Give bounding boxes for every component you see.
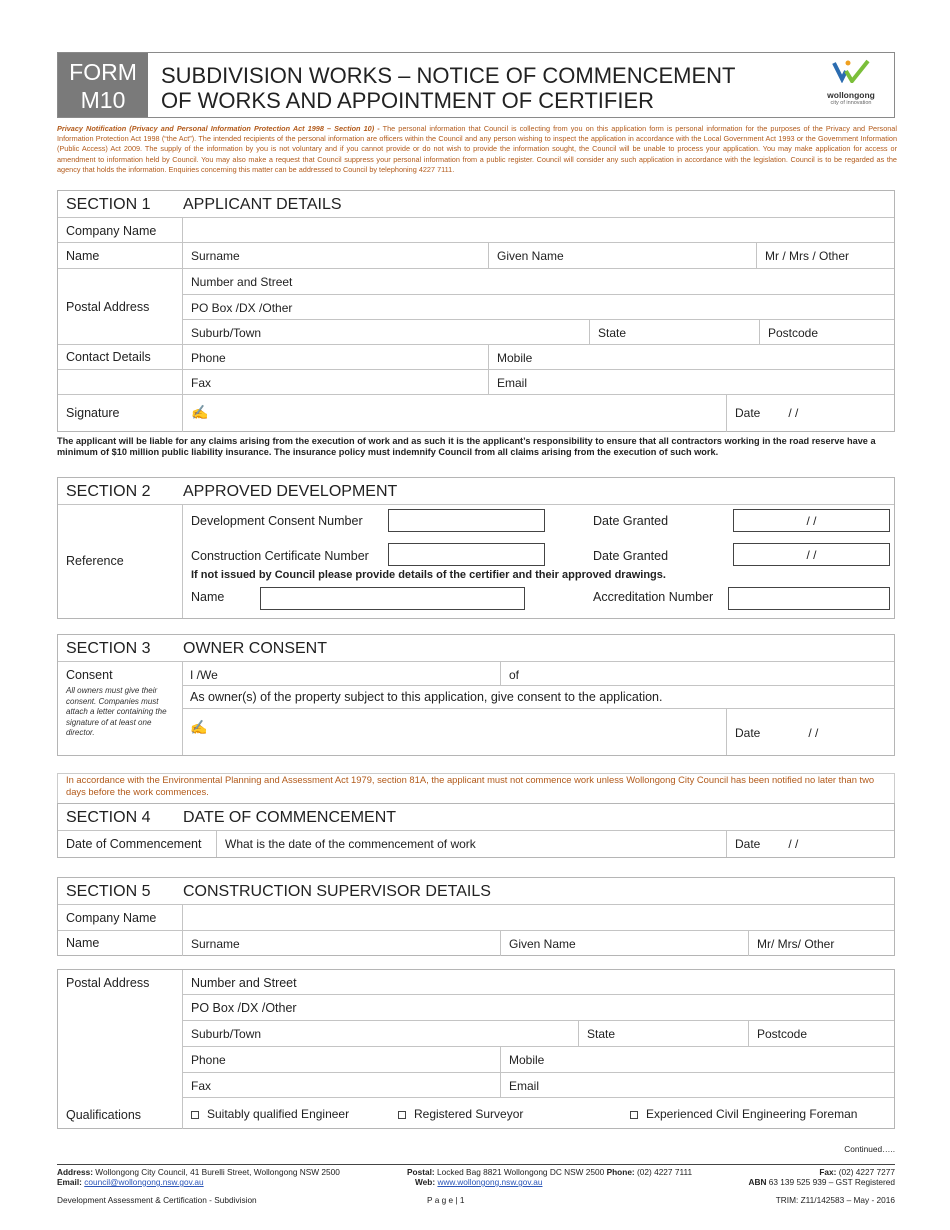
pen-icon: ✍	[191, 404, 209, 420]
footer-abn	[748, 1177, 895, 1187]
owner-name-row	[182, 662, 894, 686]
section-4-header	[58, 804, 894, 831]
web-link[interactable]: www.wollongong.nsw.gov.au	[437, 1177, 543, 1187]
qual-surveyor-option[interactable]	[390, 1098, 622, 1129]
phone-value: (02) 4227 7111	[637, 1167, 693, 1177]
logo-mark-icon	[828, 59, 874, 83]
fax-label: Fax:	[819, 1167, 837, 1177]
fax-value: (02) 4227 7277	[838, 1167, 895, 1177]
date-separator: / /	[788, 406, 799, 420]
name-row	[58, 243, 894, 269]
supervisor-surname-field[interactable]	[182, 931, 500, 956]
pobox-field[interactable]	[182, 295, 894, 320]
fax-field[interactable]	[182, 370, 488, 394]
supervisor-postcode-field[interactable]	[748, 1021, 894, 1046]
company-name-field[interactable]	[182, 218, 894, 242]
supervisor-fax-row	[182, 1073, 894, 1098]
mobile-field[interactable]	[488, 345, 894, 369]
state-field[interactable]	[589, 320, 759, 345]
trim-reference: TRIM: Z11/142583 – May - 2016	[775, 1195, 895, 1205]
reference-divider	[182, 505, 183, 618]
commencement-question-text: What is the date of the commencement of work	[225, 837, 476, 851]
cc-date-granted-input[interactable]	[733, 543, 890, 566]
suburb-label: Suburb/Town	[191, 1027, 262, 1041]
postcode-field[interactable]	[759, 320, 894, 345]
owner-address-field[interactable]	[500, 662, 894, 685]
footer-fax	[819, 1167, 895, 1177]
form-number-box	[58, 53, 148, 117]
engineer-checkbox[interactable]	[191, 1111, 199, 1119]
date-separator: / /	[808, 726, 819, 740]
email-link[interactable]: council@wollongong.nsw.gov.au	[84, 1177, 204, 1187]
web-label: Web:	[415, 1177, 436, 1187]
section-5-address	[57, 969, 895, 1129]
section-title: DATE OF COMMENCEMENT	[183, 809, 397, 826]
given-name-label: Given Name	[509, 937, 576, 951]
owner-name-field[interactable]	[182, 662, 500, 685]
footer-postal	[407, 1167, 692, 1177]
supervisor-phone-row	[182, 1047, 894, 1073]
section-4-commencement	[57, 803, 895, 858]
section-number: SECTION 5	[66, 883, 151, 900]
email-label: Email	[497, 376, 528, 390]
supervisor-fax-field[interactable]	[182, 1073, 500, 1097]
section-2-header	[58, 478, 894, 505]
form-header	[57, 52, 895, 118]
supervisor-company-field[interactable]	[182, 905, 894, 930]
title-line-2: OF WORKS AND APPOINTMENT OF CERTIFIER	[161, 88, 655, 113]
consent-label: Consent	[66, 668, 113, 682]
name-label: Name	[66, 936, 100, 950]
street-label: Number and Street	[191, 976, 297, 990]
supervisor-state-field[interactable]	[578, 1021, 748, 1046]
accreditation-input[interactable]	[728, 587, 890, 610]
title-label: Mr/ Mrs/ Other	[757, 937, 835, 951]
footer-email	[57, 1177, 204, 1187]
abn-value: 63 139 525 939 – GST Registered	[768, 1177, 895, 1187]
page-number: P a g e | 1	[427, 1195, 465, 1205]
pobox-label: PO Box /DX /Other	[191, 301, 293, 315]
certifier-note: If not issued by Council please provide details of the certifier and their approved drawings.	[191, 569, 666, 581]
privacy-lead: Privacy Notification (Privacy and Personal Information Protection Act 1998 – Section 10) -	[57, 124, 380, 133]
cc-date-granted-label: Date Granted	[593, 549, 669, 563]
postal-address-row	[58, 269, 894, 345]
foreman-label: Experienced Civil Engineering Foreman	[646, 1107, 858, 1121]
dcn-label: Development Consent Number	[191, 514, 363, 528]
form-title	[161, 63, 735, 113]
ccn-label: Construction Certificate Number	[191, 549, 369, 563]
title-line-1: SUBDIVISION WORKS – NOTICE OF COMMENCEMENT	[161, 63, 736, 88]
date-separator: / /	[806, 514, 817, 528]
phone-label: Phone	[191, 1053, 226, 1067]
suburb-field[interactable]	[182, 320, 589, 345]
address-value: Wollongong City Council, 41 Burelli Street, Wollongong NSW 2500	[95, 1167, 340, 1177]
postal-address-label: Postal Address	[66, 976, 150, 990]
accreditation-label: Accreditation Number	[593, 590, 714, 604]
name-label: Name	[66, 249, 100, 263]
logo-tagline: city of innovation	[830, 100, 872, 106]
postal-value: Locked Bag 8821 Wollongong DC NSW 2500	[436, 1167, 605, 1177]
surveyor-checkbox[interactable]	[398, 1111, 406, 1119]
surveyor-label: Registered Surveyor	[414, 1107, 524, 1121]
dcn-input[interactable]	[388, 509, 545, 532]
section-number: SECTION 3	[66, 640, 151, 657]
date-separator: / /	[806, 548, 817, 562]
state-label: State	[587, 1027, 616, 1041]
section-5-header	[58, 878, 894, 905]
supervisor-email-field[interactable]	[500, 1073, 894, 1097]
surname-field[interactable]	[182, 243, 488, 268]
continued-note: Continued…..	[844, 1144, 895, 1154]
ccn-input[interactable]	[388, 543, 545, 566]
commencement-date-field[interactable]	[726, 831, 894, 857]
section-number: SECTION 4	[66, 809, 151, 826]
section-3-header	[58, 635, 894, 662]
suburb-label: Suburb/Town	[191, 326, 262, 340]
contact-row	[58, 345, 894, 370]
section-2-development	[57, 477, 895, 619]
fax-email-row	[58, 370, 894, 395]
phone-label: Phone:	[606, 1167, 635, 1177]
consent-statement-row	[182, 686, 894, 709]
liability-note: The applicant will be liable for any claims arising from the execution of work and as such it is the applicant’s responsibility to ensure that all contractors working in the road reserve have a minimum of $10 million public liability insurance. The insurance policy must indemnify Council from all claims arising from the execution of such work.	[57, 436, 876, 458]
owner-signature-field[interactable]	[182, 709, 726, 755]
fax-label: Fax	[191, 376, 212, 390]
company-name-label: Company Name	[66, 224, 157, 238]
supervisor-street-field[interactable]	[182, 970, 894, 995]
form-code: M10	[80, 87, 126, 113]
given-name-label: Given Name	[497, 249, 564, 263]
commencement-question	[216, 831, 726, 857]
owner-date-field[interactable]	[726, 709, 894, 755]
of-label: of	[509, 668, 520, 682]
supervisor-company-row	[58, 905, 894, 931]
postcode-label: Postcode	[757, 1027, 808, 1041]
qualifications-label: Qualifications	[66, 1108, 142, 1122]
section-title: APPROVED DEVELOPMENT	[183, 483, 398, 500]
section-title: APPLICANT DETAILS	[183, 196, 342, 213]
street-field[interactable]	[182, 269, 894, 295]
footer-address	[57, 1167, 340, 1177]
logo-name: wollongong	[827, 90, 875, 100]
consent-note: All owners must give their consent. Companies must attach a letter containing the signature of at least one director.	[66, 686, 167, 737]
certifier-name-label: Name	[191, 590, 225, 604]
qual-engineer-option[interactable]	[182, 1098, 390, 1129]
supervisor-suburb-field[interactable]	[182, 1021, 578, 1046]
privacy-body: The personal information that Council is collecting from you on this application form is personal information for the purposes of the Privacy and Personal Information Protection Act 1998 (“the Act”). The intended recipients of the personal information are officers within the Council and any person wishing to inspect the application in accordance with the Local Government Act 1993 or the Government Information (Public Access) Act 2009. The supply of the information by you is not voluntary and if you cannot provide or do not wish to provide the information sought, the Council will be unable to process your application. You may make application for access or amendment to information held by Council. You may also make a request that Council suppress your personal information from a public register. Council will consider any such application in accordance with the legislation. Council is to be regarded as the agency that holds the information. Enquiries concerning this matter can be addressed to Council by telephoning 4227 7111.	[57, 124, 897, 174]
foreman-checkbox[interactable]	[630, 1111, 638, 1119]
date-label: Date	[735, 406, 761, 420]
qual-foreman-option[interactable]	[622, 1098, 894, 1129]
commencement-label: Date of Commencement	[66, 837, 202, 851]
given-name-field[interactable]	[488, 243, 756, 268]
date-granted-label: Date Granted	[593, 514, 669, 528]
phone-label: Phone	[191, 351, 226, 365]
supervisor-title-field[interactable]	[748, 931, 894, 956]
date-label: Date	[735, 837, 761, 851]
surname-label: Surname	[191, 249, 240, 263]
signature-row	[58, 395, 894, 432]
company-name-label: Company Name	[66, 911, 157, 925]
certifier-name-input[interactable]	[260, 587, 525, 610]
email-label: Email	[509, 1079, 540, 1093]
section-number: SECTION 2	[66, 483, 151, 500]
contact-footer	[57, 1164, 895, 1190]
date-label: Date	[735, 726, 761, 740]
section-1-applicant	[57, 190, 895, 432]
commencement-act-note: In accordance with the Environmental Planning and Assessment Act 1979, section 81A, the applicant must not commence work unless Wollongong City Council has been notified no later than two days before the work commences.	[57, 773, 895, 803]
supervisor-suburb-row	[182, 1021, 894, 1047]
postal-address-label: Postal Address	[66, 300, 150, 314]
page-footer	[57, 1195, 895, 1207]
signature-date-field[interactable]	[726, 395, 894, 432]
surname-label: Surname	[191, 937, 240, 951]
consent-statement: As owner(s) of the property subject to this application, give consent to the application.	[190, 690, 663, 704]
supervisor-mobile-field[interactable]	[500, 1047, 894, 1072]
section-3-owner-consent	[57, 634, 895, 756]
document-name: Development Assessment & Certification - Subdivision	[57, 1195, 257, 1205]
reference-label: Reference	[66, 554, 124, 568]
title-field[interactable]	[756, 243, 894, 268]
company-name-row	[58, 218, 894, 243]
address-label: Address:	[57, 1167, 93, 1177]
section-1-header	[58, 191, 894, 218]
council-logo	[816, 59, 886, 111]
section-number: SECTION 1	[66, 196, 151, 213]
email-field[interactable]	[488, 370, 894, 394]
supervisor-phone-field[interactable]	[182, 1047, 500, 1072]
contact-details-label: Contact Details	[66, 350, 151, 364]
postal-label: Postal:	[407, 1167, 435, 1177]
mobile-label: Mobile	[497, 351, 533, 365]
email-label: Email:	[57, 1177, 82, 1187]
supervisor-pobox-field[interactable]	[182, 995, 894, 1021]
date-granted-input[interactable]	[733, 509, 890, 532]
signature-label: Signature	[66, 406, 120, 420]
privacy-notification	[57, 124, 897, 175]
supervisor-name-row	[58, 931, 894, 956]
engineer-label: Suitably qualified Engineer	[207, 1107, 350, 1121]
section-title: CONSTRUCTION SUPERVISOR DETAILS	[183, 883, 491, 900]
fax-label: Fax	[191, 1079, 212, 1093]
iwe-label: I /We	[190, 668, 218, 682]
phone-field[interactable]	[182, 345, 488, 369]
title-label: Mr / Mrs / Other	[765, 249, 849, 263]
pen-icon: ✍	[190, 719, 208, 735]
supervisor-given-field[interactable]	[500, 931, 748, 956]
mobile-label: Mobile	[509, 1053, 545, 1067]
street-label: Number and Street	[191, 275, 293, 289]
postcode-label: Postcode	[768, 326, 819, 340]
section-title: OWNER CONSENT	[183, 640, 327, 657]
date-separator: / /	[788, 837, 799, 851]
signature-field[interactable]	[182, 395, 726, 432]
qualifications-row	[182, 1098, 894, 1129]
form-label: FORM	[69, 59, 137, 85]
abn-label: ABN	[748, 1177, 767, 1187]
footer-web	[415, 1177, 542, 1187]
state-label: State	[598, 326, 627, 340]
section-5-supervisor	[57, 877, 895, 956]
pobox-label: PO Box /DX /Other	[191, 1001, 297, 1015]
